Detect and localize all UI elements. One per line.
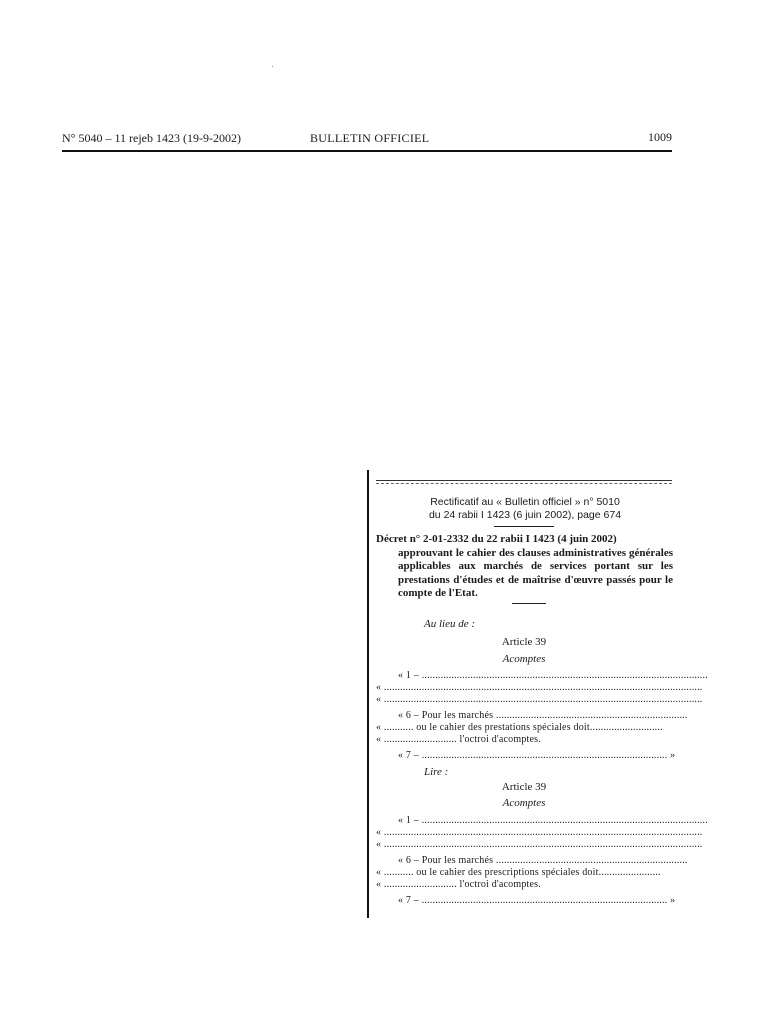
- issue-number: N° 5040 – 11 rejeb 1423 (19-9-2002): [62, 131, 241, 145]
- text-line: « ........................... l'octroi d'acomptes.: [376, 734, 541, 745]
- text-line: « ......................................................................................................................: [376, 827, 703, 838]
- text-line: « ........... ou le cahier des prestations spéciales doit...........................: [376, 722, 663, 733]
- text-line: « 1 – ..........................................................................................................: [398, 670, 708, 681]
- text-line: « ........... ou le cahier des prescriptions spéciales doit.......................: [376, 867, 661, 878]
- bulletin-title: BULLETIN OFFICIEL: [310, 131, 430, 145]
- article-heading-1: Article 39: [501, 636, 547, 648]
- decree-title-rest: approuvant le cahier des clauses administratives générales applicables aux marchés de services portant sur les prestations d'études et de maîtrise d'œuvre passés pour le compte de l'Etat.: [398, 546, 673, 599]
- text-line: « ......................................................................................................................: [376, 682, 703, 693]
- rectificatif-line-2: du 24 rabii I 1423 (6 juin 2002), page 674: [428, 509, 622, 521]
- text-line: « 6 – Pour les marchés .......................................................................: [398, 710, 688, 721]
- text-line: « ........................... l'octroi d'acomptes.: [376, 879, 541, 890]
- decree-title-line-1: Décret n° 2-01-2332 du 22 rabii I 1423 (4 juin 2002): [376, 533, 617, 545]
- text-line: « ......................................................................................................................: [376, 694, 703, 705]
- acomptes-subtitle-2: Acomptes: [502, 797, 546, 809]
- separator-rule: [494, 526, 554, 527]
- text-line: « 6 – Pour les marchés .......................................................................: [398, 855, 688, 866]
- scan-speck: [272, 66, 273, 67]
- au-lieu-de-label: Au lieu de :: [424, 618, 476, 630]
- rectificatif-note: [378, 496, 672, 522]
- column-top-rule: [376, 480, 672, 481]
- text-line: « 7 – ........................................................................................... »: [398, 895, 676, 906]
- lire-label: Lire :: [424, 766, 449, 778]
- decree-title: [376, 533, 673, 601]
- acomptes-subtitle-1: Acomptes: [502, 653, 546, 665]
- page-header: [62, 128, 672, 152]
- text-line: « 1 – ..........................................................................................................: [398, 815, 708, 826]
- text-line: « 7 – ........................................................................................... »: [398, 750, 676, 761]
- page-number: 1009: [648, 130, 672, 144]
- column-top-rule-dashed: [376, 483, 672, 484]
- article-heading-2: Article 39: [501, 781, 547, 793]
- text-line: « ......................................................................................................................: [376, 839, 703, 850]
- separator-rule-2: [512, 603, 546, 604]
- rectificatif-line-1: Rectificatif au « Bulletin officiel » n° 5010: [430, 496, 620, 508]
